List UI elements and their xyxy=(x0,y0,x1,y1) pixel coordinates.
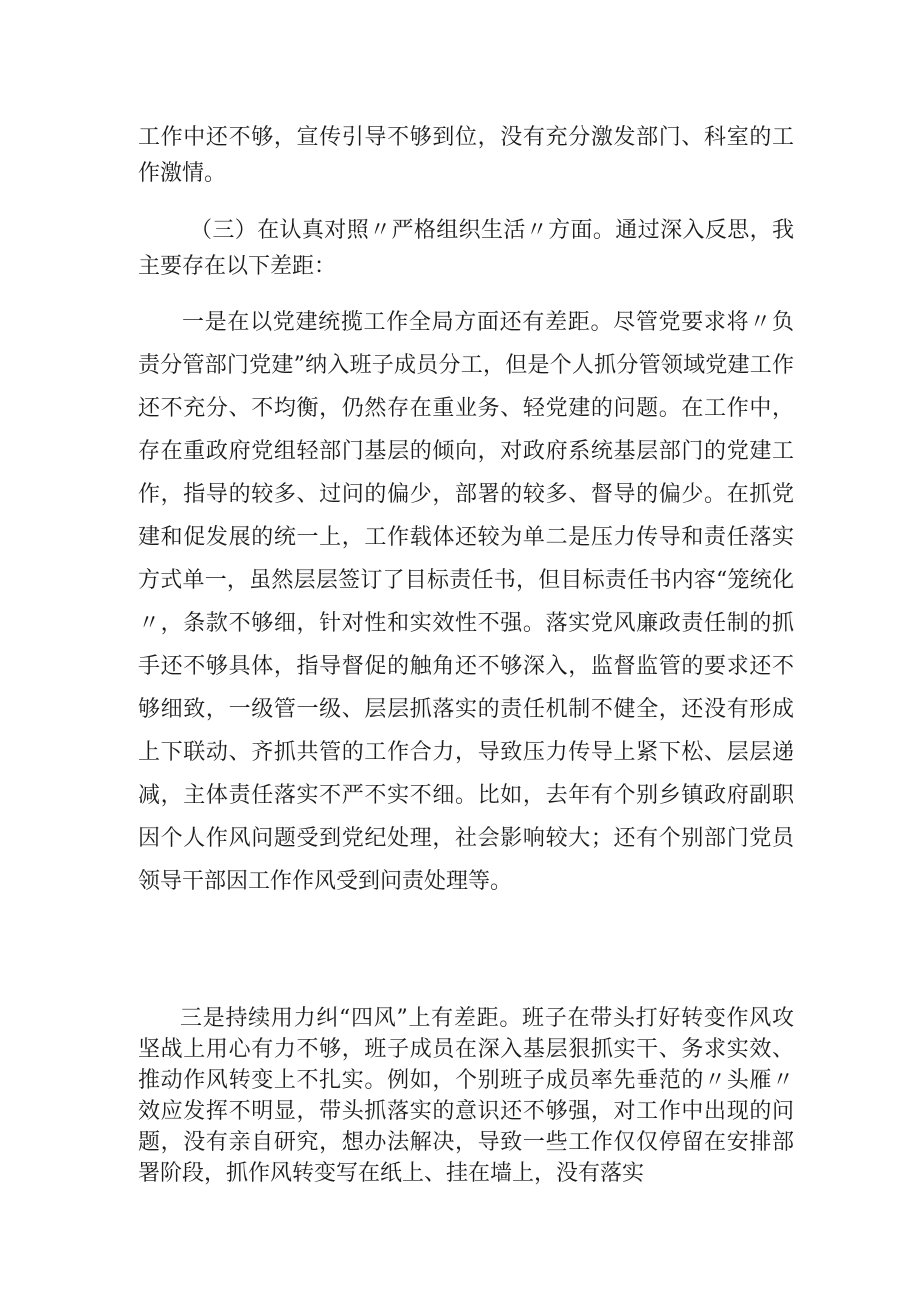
paragraph-third-gap: 三是持续用力纠“四风”上有差距。班子在带头打好转变作风攻坚战上用心有力不够，班子成员在深入基层狠抓实干、务求实效、推动作风转变上不扎实。例如，个别班子成员率先垂范的〃头雁〃效应发挥不明显，带头抓落实的意识还不够强，对工作中出现的问题，没有亲自研究，想办法解决，导致一些工作仅仅停留在安排部署阶段，抓作风转变写在纸上、挂在墙上，没有落实 xyxy=(138,1006,794,1186)
paragraph-first-gap: 一是在以党建统揽工作全局方面还有差距。尽管党要求将〃负责分管部门党建”纳入班子成员分工，但是个人抓分管领域党建工作还不充分、不均衡，仍然存在重业务、轻党建的问题。在工作中，存在重政府党组轻部门基层的倾向，对政府系统基层部门的党建工作，指导的较多、过问的偏少，部署的较多、督导的偏少。在抓党建和促发展的统一上，工作载体还较为单二是压力传导和责任落实方式单一，虽然层层签订了目标责任书，但目标责任书内容“笼统化〃，条款不够细，针对性和实效性不强。落实党风廉政责任制的抓手还不够具体，指导督促的触角还不够深入，监督监管的要求还不够细致，一级管一级、层层抓落实的责任机制不健全，还没有形成上下联动、齐抓共管的工作合力，导致压力传导上紧下松、层层递减，主体责任落实不严不实不细。比如，去年有个别乡镇政府副职因个人作风问题受到党纪处理，社会影响较大；还有个别部门党员领导干部因工作作风受到问责处理等。 xyxy=(138,310,794,894)
section-heading-three: （三）在认真对照〃严格组织生活〃方面。通过深入反思，我主要存在以下差距： xyxy=(138,218,794,279)
paragraph-continuation: 工作中还不够，宣传引导不够到位，没有充分激发部门、科室的工作激情。 xyxy=(138,125,794,186)
